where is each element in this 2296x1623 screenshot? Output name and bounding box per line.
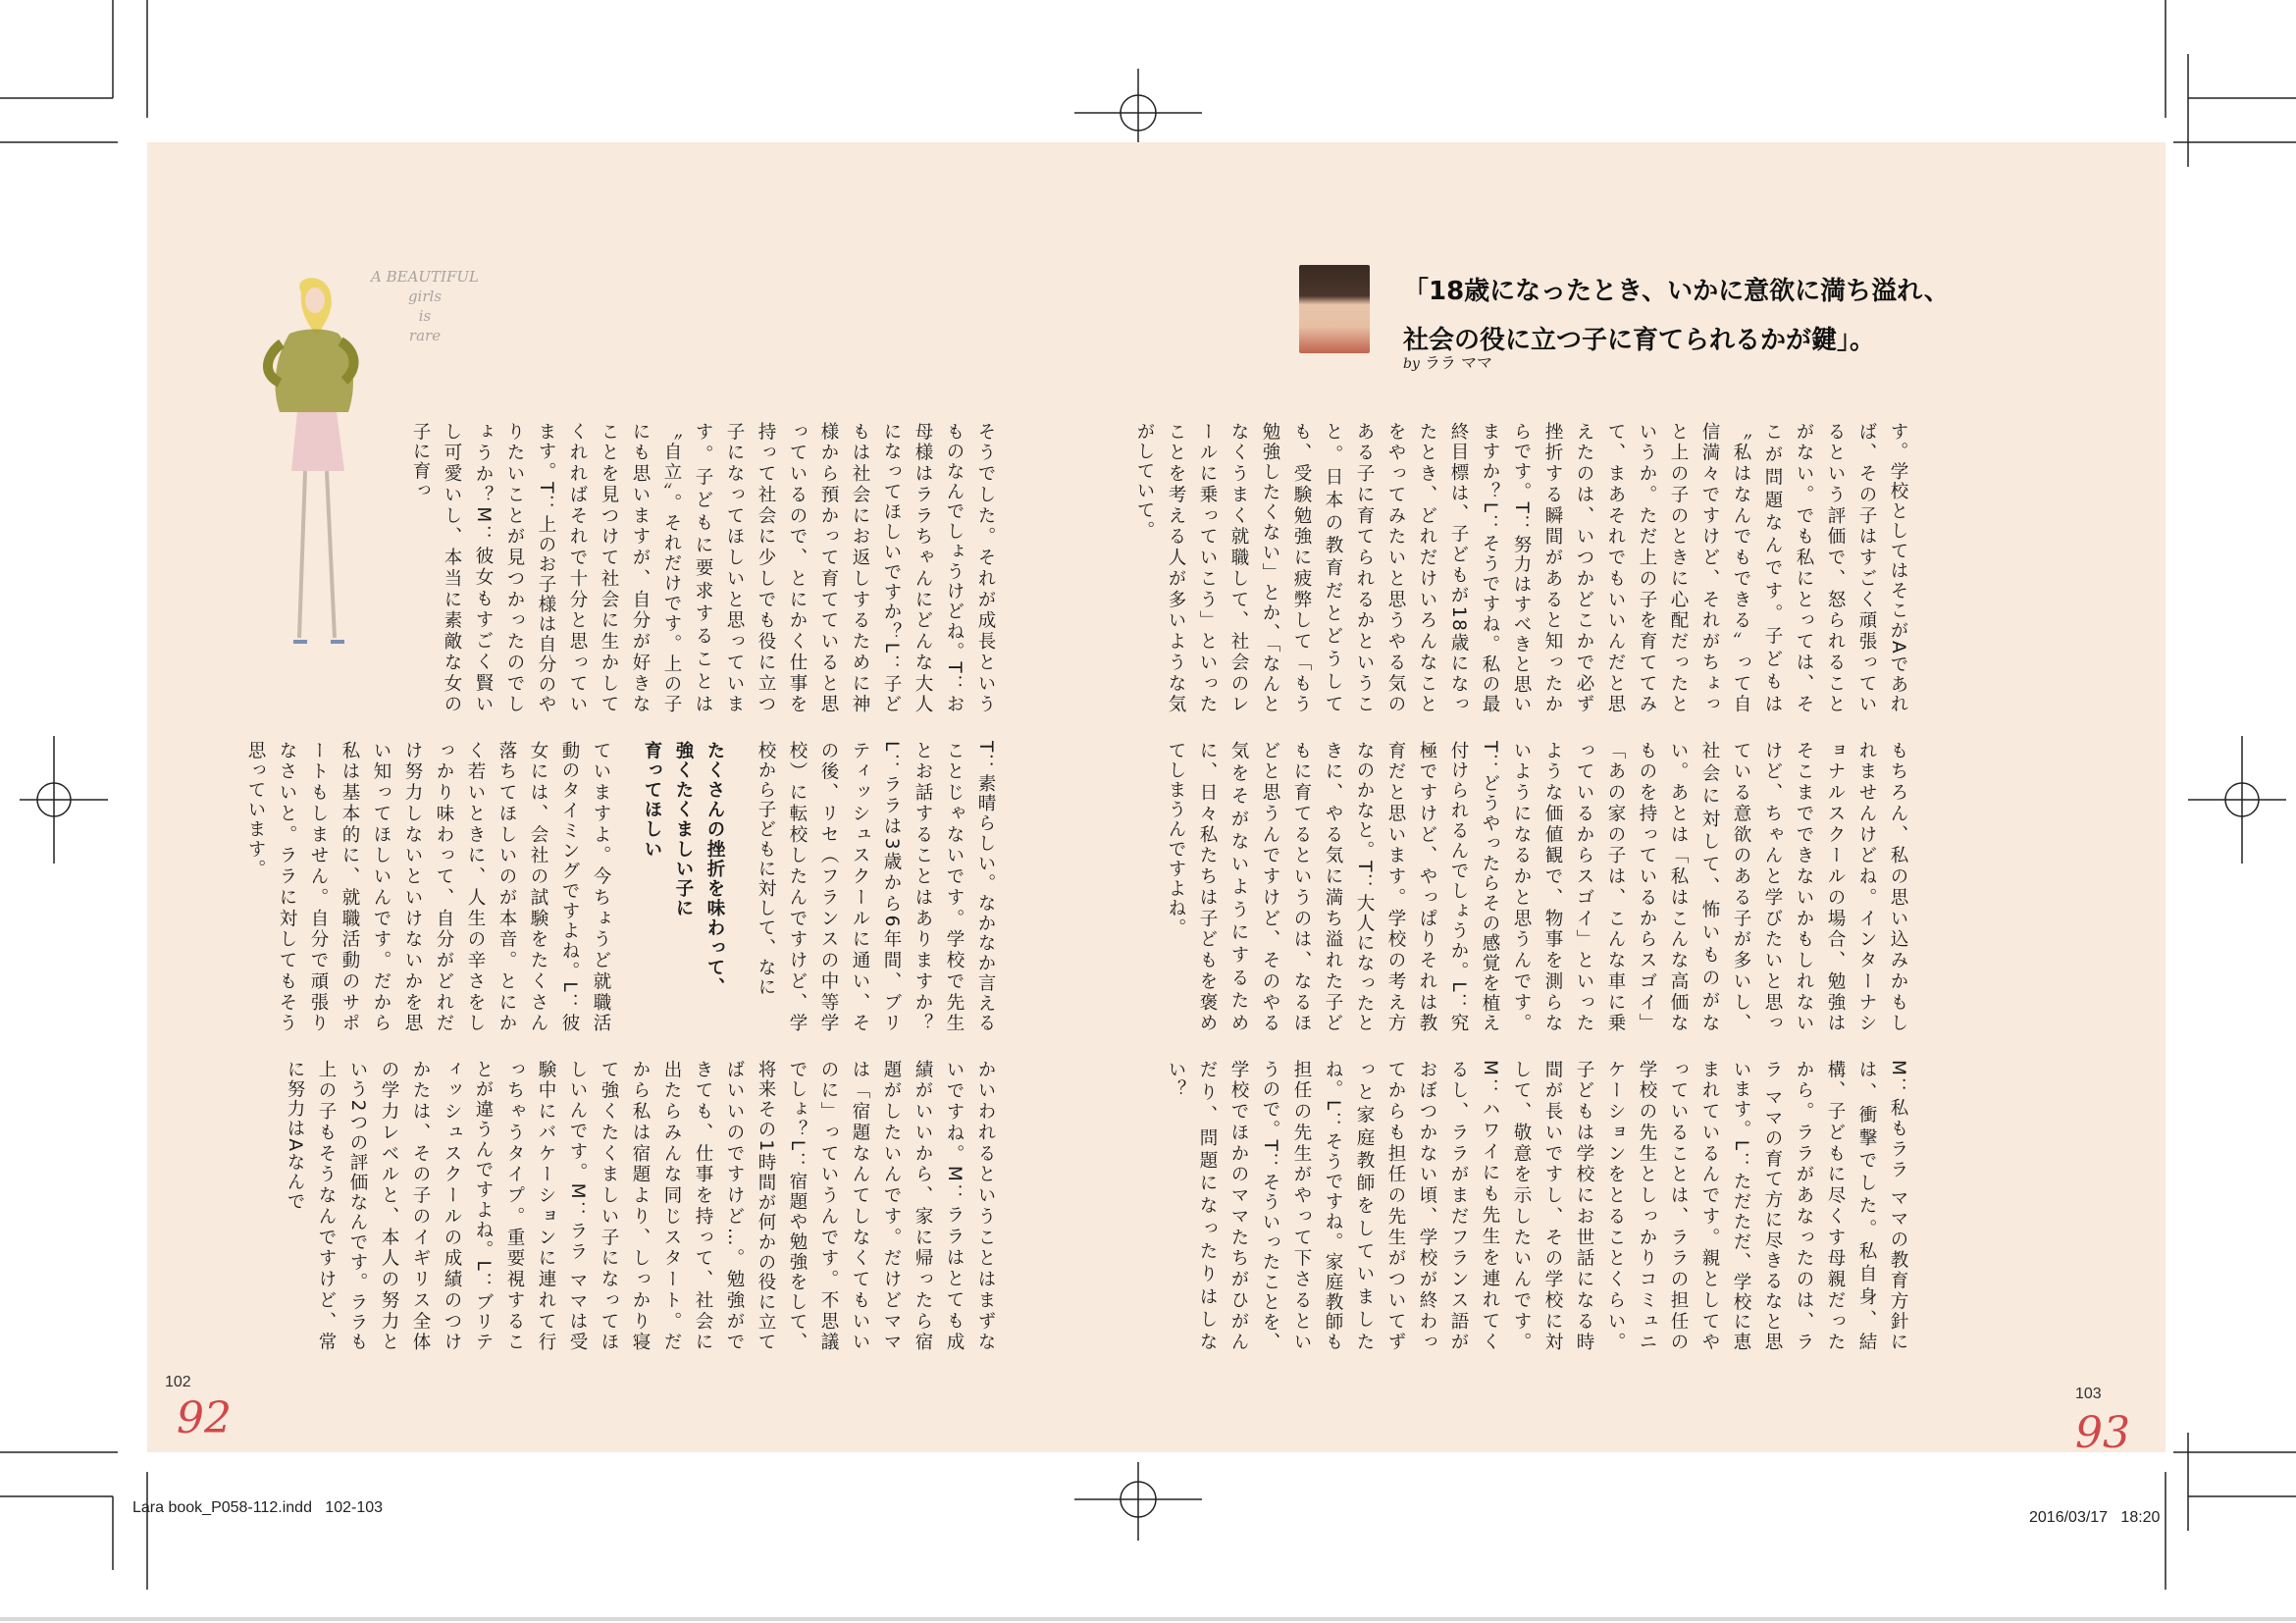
file-slug: Lara book_P058-112.indd 102-103 bbox=[132, 1499, 384, 1516]
heading-line-1: たくさんの挫折を味わって、 bbox=[704, 741, 725, 998]
print-timestamp: 2016/03/17 18:20 bbox=[2029, 1509, 2161, 1526]
right-column-bottom-text: M：私もララ ママの教育方針には、衝撃でした。私自身、結構、子どもに尽くす母親だったから。ララがあなったのは、ララ ママの育て方に尽きるなと思います。L：ただただ、学校に恵まれているんです。親としてやっていることは、ララの担任の学校の先生としっかりコミュニケーションをとることくらい。子どもは学校にお世話になる時間が長いですし、その学校に対して、敬意を示したいんです。M：ハワイにも先生を連れてくるし、ララがまだフランス語がおぼつかない頃、学校が終わってからも担任の先生がついてずっと家庭教師をしていましたね。L：そうですね。家庭教師も担任の先生がやって下さるというので。T：そういったことを、学校でほかのママたちがひがんだり、問題になったりはしない？ bbox=[1166, 1060, 1908, 1352]
left-page-column-top bbox=[410, 422, 1001, 714]
right-page-column-bottom bbox=[1166, 1060, 1913, 1352]
left-column-bottom-text: かいわれるということはまずないですね。M：ララはとても成績がいいから、家に帰ったら宿題がしたいんです。だけどママは「宿題なんてしなくてもいいのに」っていうんです。不思議でしょ？L：宿題や勉強をして、将来その1時間が何かの役に立てばいいのですけど…。勉強ができても、仕事を持って、社会に出たらみんな同じスタート。だから私は宿題より、しっかり寝て強くたくましい子になってほしいんです。M：ララ ママは受験中にバケーションに連れて行っちゃうタイプ。重要視することが違うんですよね。L：ブリティッシュスクールの成績のつけかたは、その子のイギリス全体の学力レベルと、本人の努力という2つの評価なんです。ララも上の子もそうなんですけど、常に努力はAなんで bbox=[285, 1060, 996, 1352]
heading-line-2: 強くたくましい子に bbox=[673, 741, 694, 918]
right-page-column-top bbox=[1134, 422, 1913, 714]
right-column-middle-text: もちろん、私の思い込みかもしれませんけどね。インターナショナルスクールの場合、勉強はそこまでできないかもしれないけど、ちゃんと学びたいと思っている意欲のある子が多いし、社会に対して、怖いものがない。あとは「私はこんな高価なものを持っているからスゴイ」「あの家の子は、こんな車に乗っているからスゴイ」といったような価値観で、物事を測らないようになるかと思うんです。T：どうやったらその感覚を植え付けられるんでしょうか。L：究極ですけど、やっぱりそれは教育だと思います。学校の考え方なのかなと。T：大人になったときに、やる気に満ち溢れた子どもに育てるというのは、なるほどと思うんですけど、そのやる気をそがないようにするために、日々私たちは子どもを褒めてしまうんですよね。 bbox=[1166, 741, 1908, 1033]
left-column-middle-a-text: ていますよ。今ちょうど就職活動のタイミングですよね。L：彼女には、会社の試験をたくさん落ちてほしいのが本音。とにかく若いときに、人生の辛さをしっかり味わって、自分がどれだけ努力しないといけないかを思い知ってほしいんです。だから私は基本的に、就職活動のサポートもしません。自分で頑張りなさいと。ララに対してもそう思っています。 bbox=[245, 741, 611, 1033]
left-page-column-middle bbox=[231, 741, 1001, 1033]
illustration-caption bbox=[371, 267, 479, 345]
author-portrait bbox=[1299, 265, 1370, 353]
left-page-column-bottom bbox=[231, 1060, 1001, 1352]
caption-line-2: girls bbox=[407, 288, 443, 305]
section-heading bbox=[636, 741, 730, 1033]
byline-name: ララ ママ bbox=[1424, 353, 1493, 372]
right-column-top-text: す。学校としてはそこがAであれば、その子はすごく頑張っているという評価で、怒られることがない。でも私にとっては、そこが問題なんです。子どもは〝私はなんでもできる〟って自信満々ですけど、それがちょっと上の子のときに心配だったというか。ただ上の子を育ててみて、まあそれでもいいんだと思えたのは、いつかどこかで必ず挫折する瞬間があると知ったからです。T：努力はすべきと思いますか？L：そうですね。私の最終目標は、子どもが18歳になったとき、どれだけいろんなことをやってみたいと思うやる気のある子に育てられるかということ。日本の教育だとどうしても、受験勉強に疲弊して「もう勉強したくない」とか、「なんとなくうまく就職して、社会のレールに乗っていこう」といったことを考える人が多いような気がしていて。 bbox=[1134, 422, 1908, 714]
left-column-middle-b-text: T：素晴らしい。なかなか言えることじゃないです。学校で先生とお話することはありますか？L：ララは3歳から6年間、ブリティッシュスクールに通い、その後、リセ（フランスの中等学校）に転校したんですけど、学校から子どもに対して、なに bbox=[756, 741, 996, 1033]
byline bbox=[1403, 350, 1492, 373]
caption-line-3: is bbox=[418, 307, 432, 325]
byline-prefix: by bbox=[1403, 356, 1420, 372]
left-page-number: 102 bbox=[165, 1374, 191, 1390]
right-page-column-middle bbox=[1166, 741, 1913, 1033]
heading-line-3: 育ってほしい bbox=[642, 741, 662, 860]
title-line-1: 「18歳になったとき、いかに意欲に満ち溢れ、 bbox=[1403, 277, 1950, 306]
right-handwritten-number: 93 bbox=[2075, 1408, 2130, 1458]
right-page-number: 103 bbox=[2075, 1386, 2102, 1402]
title-line-2: 社会の役に立つ子に育てられるかが鍵」。 bbox=[1403, 326, 1876, 355]
caption-line-4: rare bbox=[408, 327, 442, 344]
left-column-top-text: そうでした。それが成長というものなんでしょうけどね。T：お母様はララちゃんにどんな大人になってほしいですか？L：子どもは社会にお返しするために神様から預かって育てていると思っているので、とにかく仕事を持って社会に少しでも役に立つ子になってほしいと思っています。子どもに要求することは〝自立〟。それだけです。上の子にも思いますが、自分が好きなことを見つけて社会に生かしてくれればそれで十分と思っています。T：上のお子様は自分のやりたいことが見つかったのでしょうか？M：彼女もすごく賢いし可愛いし、本当に素敵な女の子に育っ bbox=[410, 422, 996, 714]
caption-line-1: A BEAUTIFUL bbox=[371, 268, 479, 286]
left-handwritten-number: 92 bbox=[177, 1393, 232, 1443]
